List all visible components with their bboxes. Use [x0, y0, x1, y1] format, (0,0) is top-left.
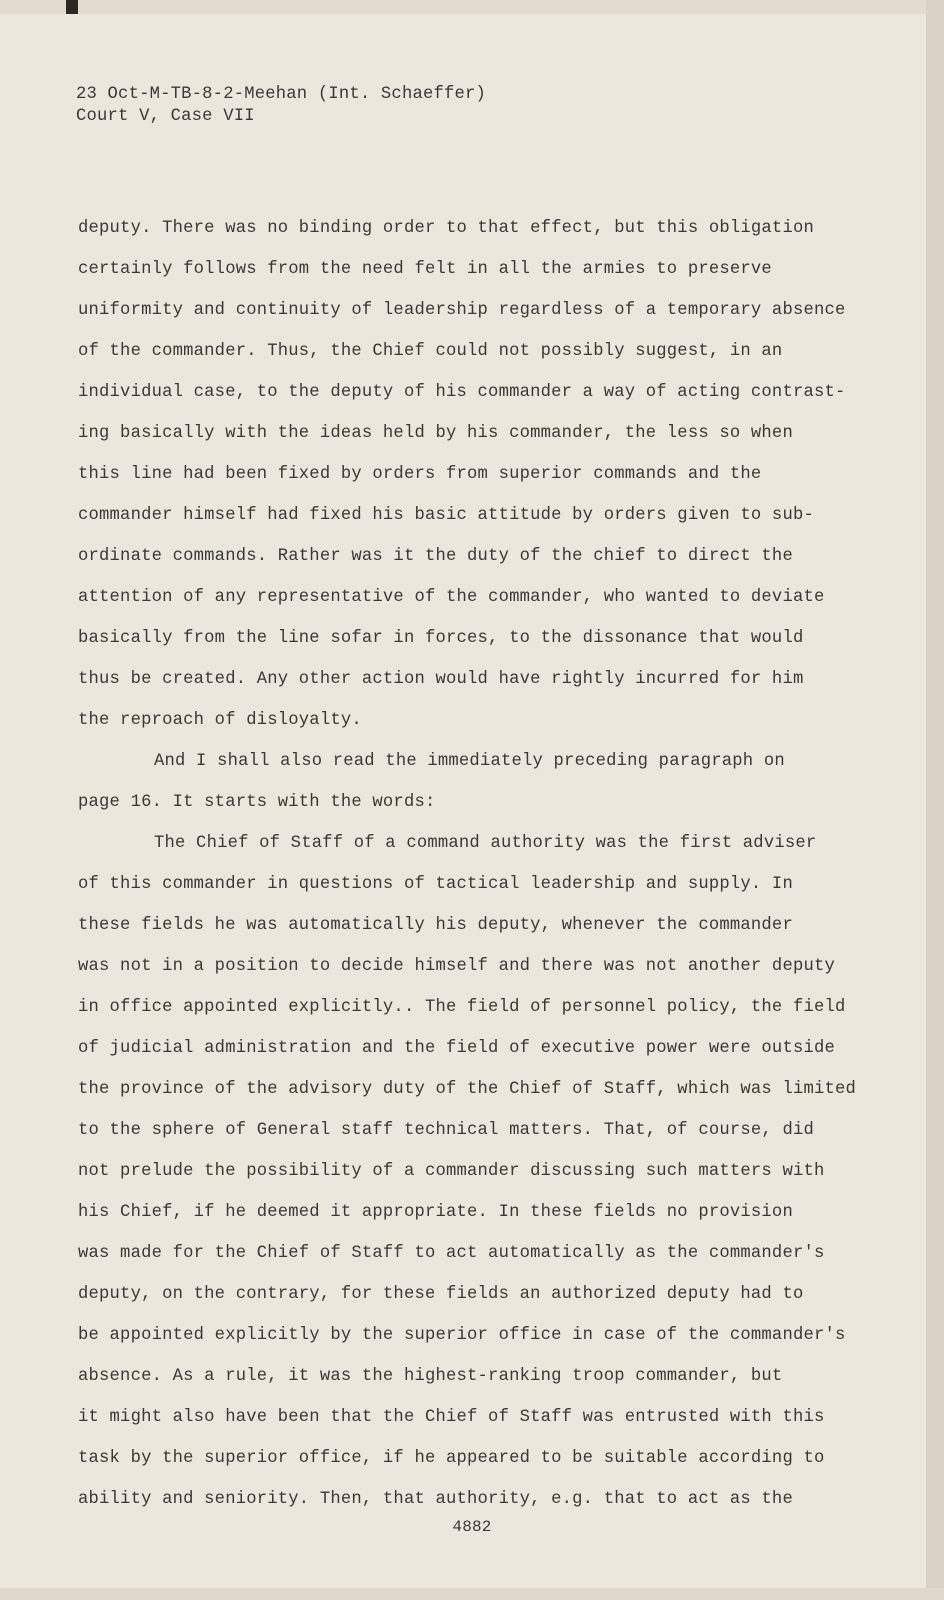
body-line: thus be created. Any other action would have rightly incurred for him: [78, 670, 804, 689]
body-line: was made for the Chief of Staff to act automatically as the commander's: [78, 1244, 825, 1263]
body-line: deputy, on the contrary, for these fields an authorized deputy had to: [78, 1285, 804, 1304]
body-line: ing basically with the ideas held by his commander, the less so when: [78, 424, 793, 443]
body-line: ordinate commands. Rather was it the duty of the chief to direct the: [78, 547, 793, 566]
body-line: these fields he was automatically his deputy, whenever the commander: [78, 916, 793, 935]
body-line: in office appointed explicitly.. The field of personnel policy, the field: [78, 998, 846, 1017]
header-line-transcript-id: 23 Oct-M-TB-8-2-Meehan (Int. Schaeffer): [76, 85, 487, 104]
body-line: was not in a position to decide himself and there was not another deputy: [78, 957, 836, 976]
body-line: be appointed explicitly by the superior office in case of the commander's: [78, 1326, 846, 1345]
header-line-court-case: Court V, Case VII: [76, 107, 255, 126]
body-line: commander himself had fixed his basic attitude by orders given to sub-: [78, 506, 814, 525]
body-line: the province of the advisory duty of the Chief of Staff, which was limited: [78, 1080, 857, 1099]
body-line: of the commander. Thus, the Chief could not possibly suggest, in an: [78, 342, 783, 361]
body-line: absence. As a rule, it was the highest-ranking troop commander, but: [78, 1367, 783, 1386]
body-line: ability and seniority. Then, that authority, e.g. that to act as the: [78, 1490, 793, 1509]
body-line: And I shall also read the immediately preceding paragraph on: [154, 752, 785, 771]
document-body: [78, 208, 868, 1520]
page-right-edge: [926, 0, 944, 1600]
body-line: this line had been fixed by orders from superior commands and the: [78, 465, 762, 484]
page-bottom-edge: [0, 1588, 944, 1600]
body-line: it might also have been that the Chief of Staff was entrusted with this: [78, 1408, 825, 1427]
body-line: not prelude the possibility of a commander discussing such matters with: [78, 1162, 825, 1181]
page-top-edge: [0, 0, 944, 14]
binding-clip-mark: [66, 0, 78, 14]
body-line: page 16. It starts with the words:: [78, 793, 436, 812]
body-line: to the sphere of General staff technical matters. That, of course, did: [78, 1121, 814, 1140]
body-line: uniformity and continuity of leadership regardless of a temporary absence: [78, 301, 846, 320]
document-header: [76, 84, 486, 128]
body-line: of judicial administration and the field of executive power were outside: [78, 1039, 836, 1058]
body-line: basically from the line sofar in forces, to the dissonance that would: [78, 629, 804, 648]
body-line: The Chief of Staff of a command authority was the first adviser: [154, 834, 817, 853]
body-line: the reproach of disloyalty.: [78, 711, 362, 730]
body-line: task by the superior office, if he appeared to be suitable according to: [78, 1449, 825, 1468]
body-line: certainly follows from the need felt in all the armies to preserve: [78, 260, 772, 279]
body-line: individual case, to the deputy of his commander a way of acting contrast-: [78, 383, 846, 402]
body-line: his Chief, if he deemed it appropriate. In these fields no provision: [78, 1203, 793, 1222]
page-number: 4882: [452, 1518, 492, 1536]
body-line: attention of any representative of the commander, who wanted to deviate: [78, 588, 825, 607]
body-line: deputy. There was no binding order to that effect, but this obligation: [78, 219, 814, 238]
body-line: of this commander in questions of tactical leadership and supply. In: [78, 875, 793, 894]
